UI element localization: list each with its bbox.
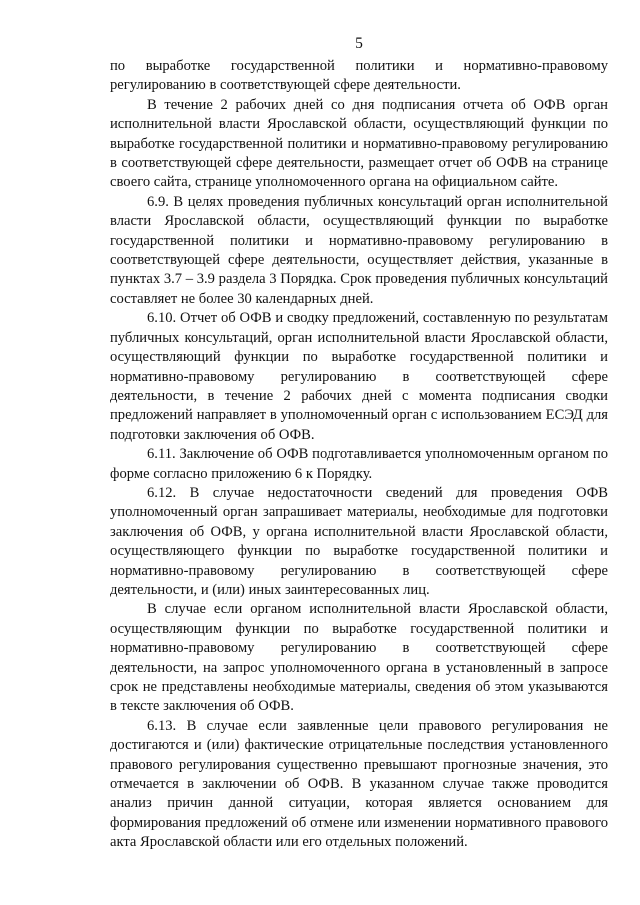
paragraph-6-11: 6.11. Заключение об ОФВ подготавливается уполномоченным органом по форме согласно приложению 6 к Порядку. <box>110 446 608 482</box>
paragraph-6-9: 6.9. В целях проведения публичных консультаций орган исполнительной власти Ярославской области, осуществляющий функции по выработке государственной политики и нормативно-правовому регулированию в соответствующей сфере деятельности, осуществляет действия, указанные в пунктах 3.7 – 3.9 раздела 3 Порядка. Срок проведения публичных консультаций составляет не более 30 календарных дней. <box>110 193 608 307</box>
paragraph-continuation: по выработке государственной политики и нормативно-правовому регулированию в соответствующей сфере деятельности. <box>110 58 608 94</box>
paragraph-6-12: 6.12. В случае недостаточности сведений для проведения ОФВ уполномоченный орган запрашивает материалы, необходимые для подготовки заключения об ОФВ, у органа исполнительной власти Ярославской области, осуществляющего функции по выработке государственной политики и нормативно-правовому регулированию в соответствующей сфере деятельности, и (или) иных заинтересованных лиц. <box>110 484 608 598</box>
paragraph-missing-materials: В случае если органом исполнительной власти Ярославской области, осуществляющим функции по выработке государственной политики и нормативно-правовому регулированию в соответствующей сфере деятельности, на запрос уполномоченного органа в установленный в запросе срок не представлены необходимые материалы, сведения об этом указываются в тексте заключения об ОФВ. <box>110 601 608 715</box>
paragraph-report-publication: В течение 2 рабочих дней со дня подписания отчета об ОФВ орган исполнительной власти Ярославской области, осуществляющий функции по выработке государственной политики и нормативно-правовому регулированию в соответствующей сфере деятельности, размещает отчет об ОФВ на странице своего сайта, странице уполномоченного органа на официальном сайте. <box>110 96 608 191</box>
page-number: 5 <box>355 35 363 52</box>
document-body <box>110 57 608 853</box>
paragraph-6-13: 6.13. В случае если заявленные цели правового регулирования не достигаются и (или) фактические отрицательные последствия установленного правового регулирования существенно превышают прогнозные значения, это отмечается в заключении об ОФВ. В указанном случае также проводится анализ причин данной ситуации, которая является основанием для формирования предложений об отмене или изменении нормативного правового акта Ярославской области или его отдельных положений. <box>110 717 608 851</box>
paragraph-6-10: 6.10. Отчет об ОФВ и сводку предложений, составленную по результатам публичных консультаций, орган исполнительной власти Ярославской области, осуществляющий функции по выработке государственной политики и нормативно-правовому регулированию в соответствующей сфере деятельности, в течение 2 рабочих дней с момента подписания сводки предложений направляет в уполномоченный орган с использованием ЕСЭД для подготовки заключения об ОФВ. <box>110 310 608 443</box>
